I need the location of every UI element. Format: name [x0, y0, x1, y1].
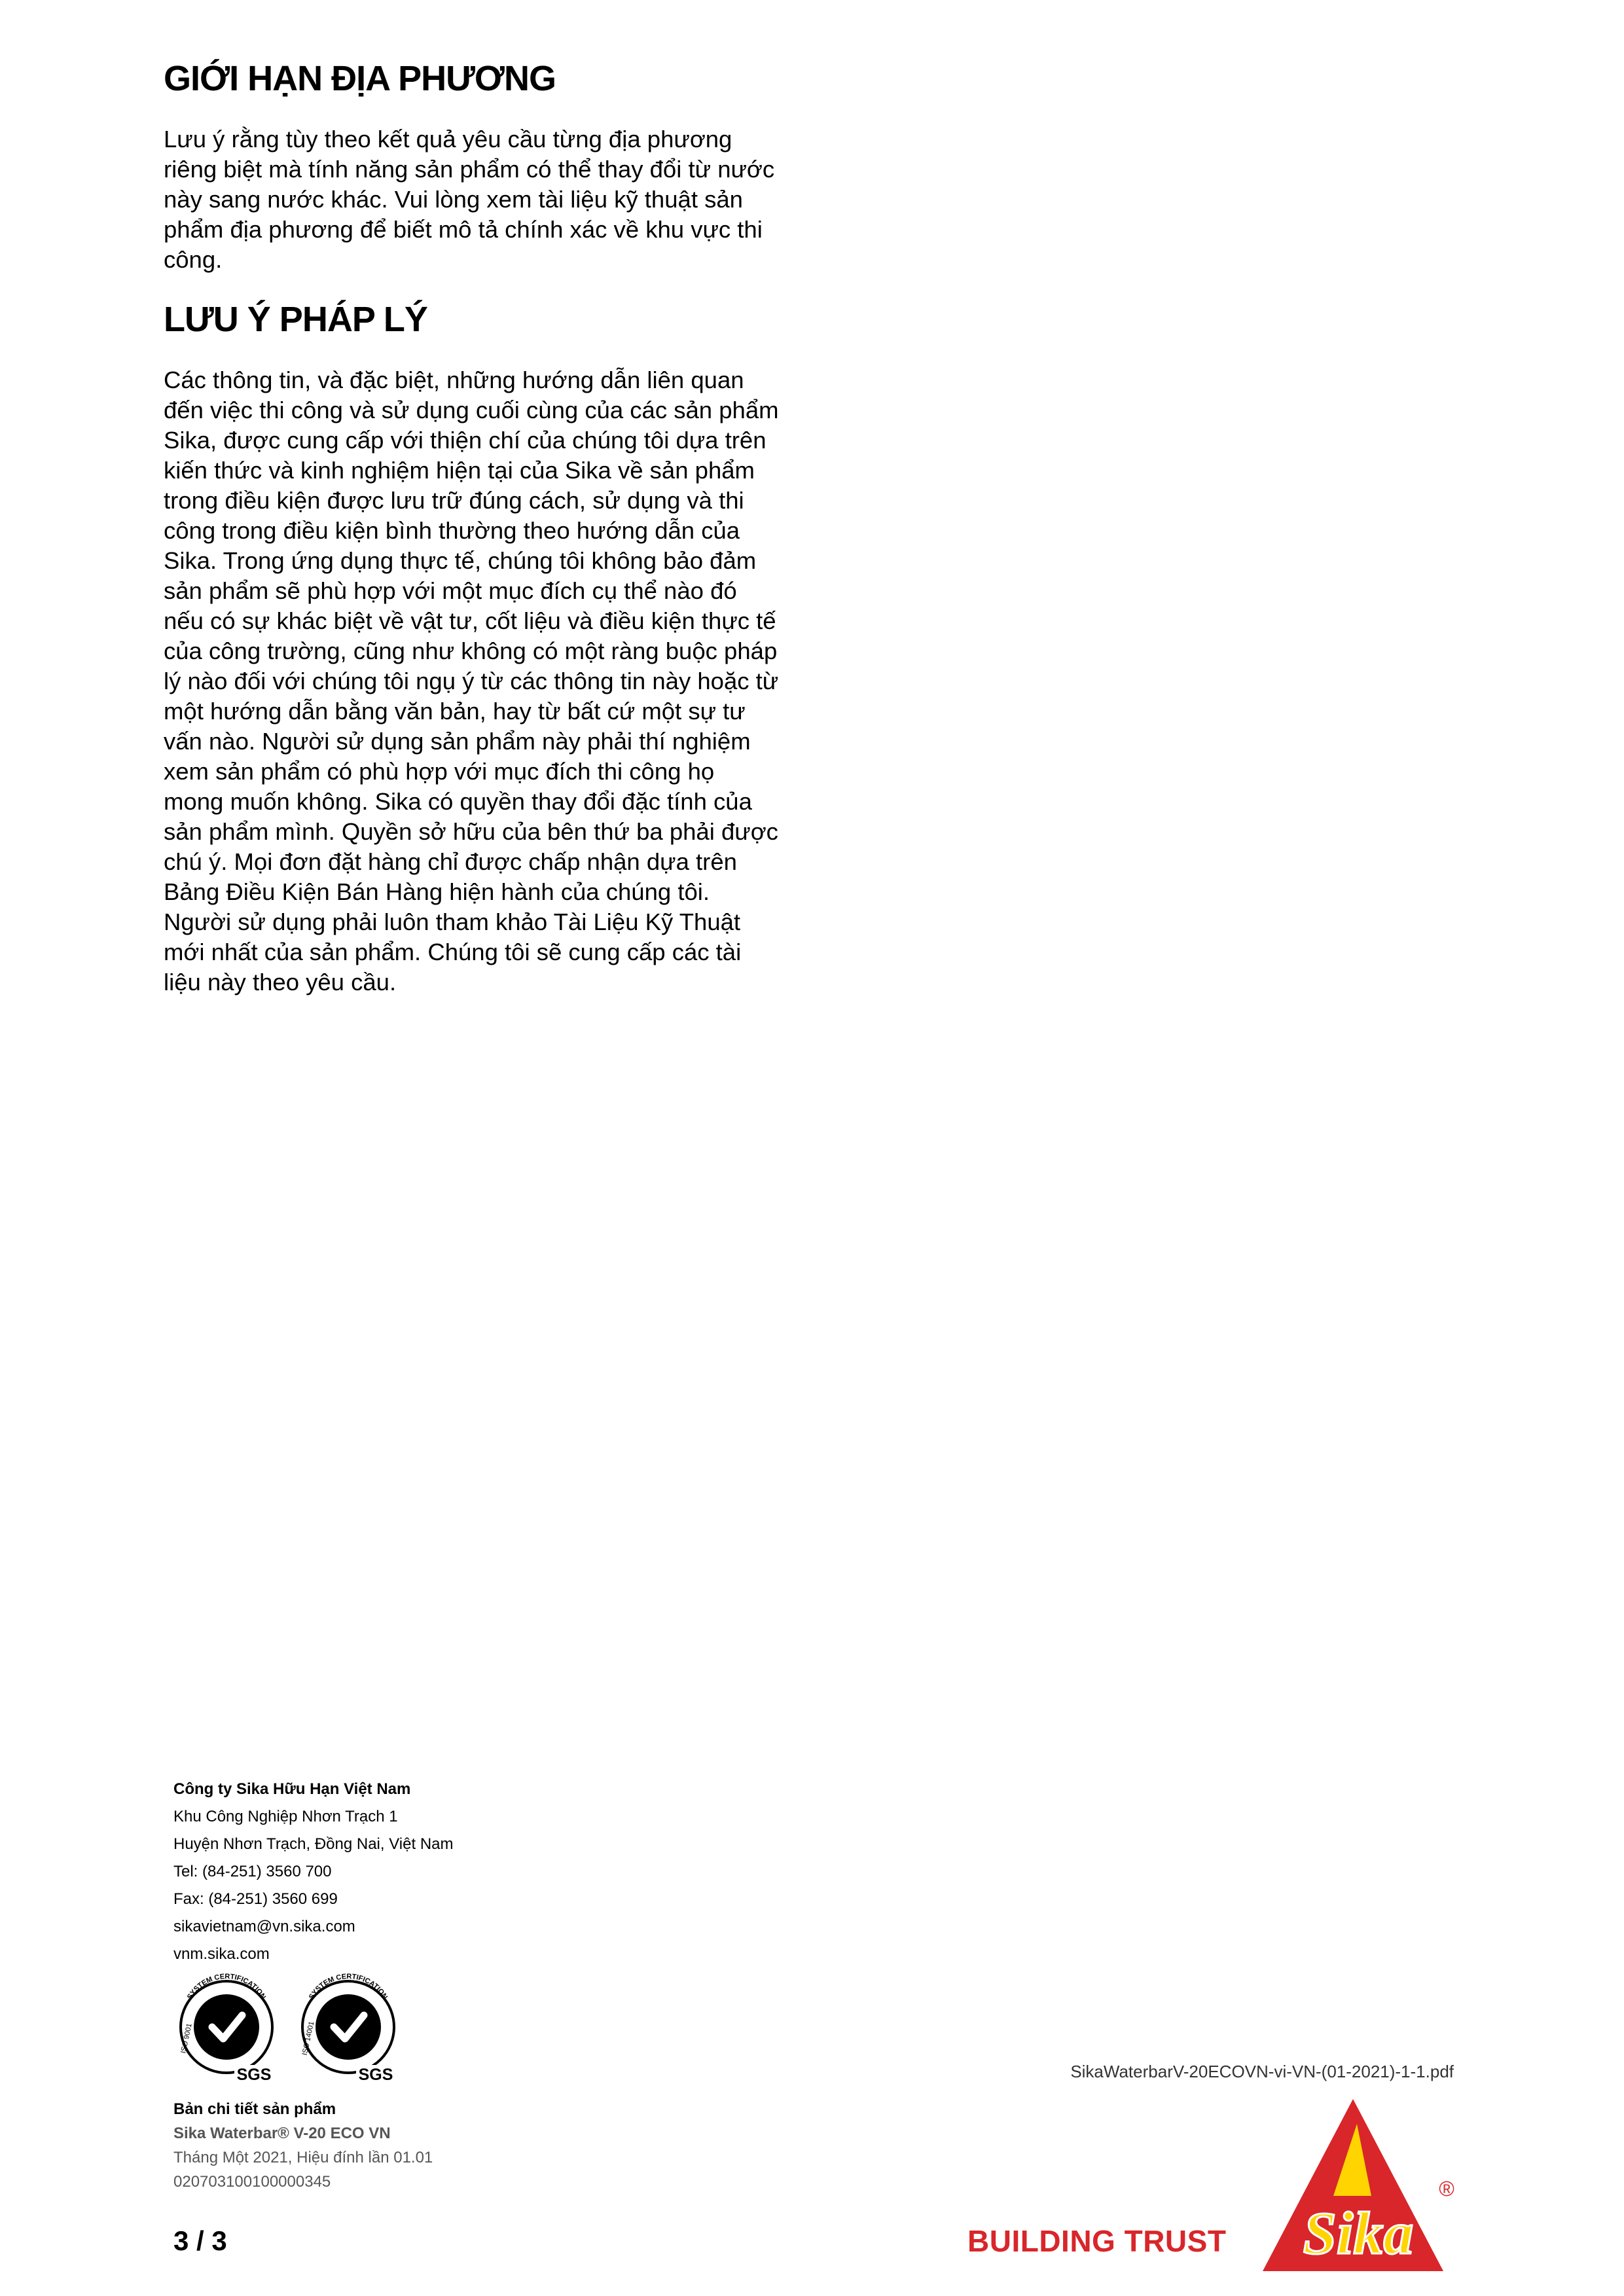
- building-trust-tagline: BUILDING TRUST: [967, 2224, 1227, 2258]
- paragraph-local-limits: Lưu ý rằng tùy theo kết quả yêu cầu từng địa phương riêng biệt mà tính năng sản phẩm có thể thay đổi từ nước này sang nước khác. Vui lòng xem tài liệu kỹ thuật sản phẩm địa phương để biết mô tả chính xác về khu vực thi công.: [164, 126, 775, 273]
- section-body-local-limits: [164, 124, 779, 275]
- registered-mark: ®: [1439, 2177, 1454, 2200]
- sgs-brand-text: SGS: [358, 2066, 393, 2084]
- company-address-line-1: Khu Công Nghiệp Nhơn Trạch 1: [173, 1808, 398, 1825]
- product-code: 020703100100000345: [173, 2173, 331, 2191]
- product-sheet-label: Bản chi tiết sản phẩm: [173, 2100, 336, 2118]
- company-info: [173, 1776, 454, 1968]
- product-name: Sika Waterbar® V-20 ECO VN: [173, 2125, 391, 2142]
- company-address-line-2: Huyện Nhơn Trạch, Đồng Nai, Việt Nam: [173, 1835, 454, 1853]
- sgs-brand-text: SGS: [236, 2066, 272, 2084]
- company-name: Công ty Sika Hữu Hạn Việt Nam: [173, 1780, 411, 1798]
- company-website-link[interactable]: vnm.sika.com: [173, 1945, 270, 1963]
- section-heading-local-limits: [164, 58, 779, 99]
- cert-top-text: SYSTEM CERTIFICATION: [185, 1973, 268, 2001]
- sika-logo-icon: [1260, 2098, 1456, 2274]
- product-revision: Tháng Một 2021, Hiệu đính lần 01.01: [173, 2149, 433, 2166]
- product-info: [173, 2097, 433, 2194]
- iso-14001-certification-badge: [293, 1973, 403, 2085]
- iso-9001-certification-badge: [171, 1973, 281, 2085]
- section-body-legal-notice: [164, 365, 779, 997]
- cert-side-text: ISO 9001: [179, 2022, 194, 2054]
- heading-text: GIỚI HẠN ĐỊA PHƯƠNG: [164, 59, 556, 98]
- company-email-link[interactable]: sikavietnam@vn.sika.com: [173, 1918, 355, 1935]
- sika-logo-wordmark: Sika: [1303, 2200, 1414, 2267]
- page-number: 3 / 3: [173, 2225, 227, 2256]
- cert-side-text: ISO 14001: [300, 2020, 316, 2056]
- paragraph-legal-notice: Các thông tin, và đặc biệt, những hướng dẫn liên quan đến việc thi công và sử dụng cuối cùng của các sản phẩm Sika, được cung cấp với thiện chí của chúng tôi dựa trên kiến thức và kinh nghiệm hiện tại của Sika về sản phẩm trong điều kiện được lưu trữ đúng cách, sử dụng và thi công trong điều kiện bình thường theo hướng dẫn của Sika. Trong ứng dụng thực tế, chúng tôi không bảo đảm sản phẩm sẽ phù hợp với một mục đích cụ thể nào đó nếu có sự khác biệt về vật tư, cốt liệu và điều kiện thực tế của công trường, cũng như không có một ràng buộc pháp lý nào đối với chúng tôi ngụ ý từ các thông tin này hoặc từ một hướng dẫn bằng văn bản, hay từ bất cứ một sự tư vấn nào. Người sử dụng sản phẩm này phải thí nghiệm xem sản phẩm có phù hợp với mục đích thi công họ mong muốn không. Sika có quyền thay đổi đặc tính của sản phẩm mình. Quyền sở hữu của bên thứ ba phải được chú ý. Mọi đơn đặt hàng chỉ được chấp nhận dựa trên Bảng Điều Kiện Bán Hàng hiện hành của chúng tôi. Người sử dụng phải luôn tham khảo Tài Liệu Kỹ Thuật mới nhất của sản phẩm. Chúng tôi sẽ cung cấp các tài liệu này theo yêu cầu.: [164, 367, 779, 996]
- cert-top-text: SYSTEM CERTIFICATION: [307, 1973, 389, 2001]
- company-tel: Tel: (84-251) 3560 700: [173, 1863, 332, 1880]
- section-heading-legal-notice: [164, 298, 779, 340]
- heading-text: LƯU Ý PHÁP LÝ: [164, 300, 427, 339]
- company-fax: Fax: (84-251) 3560 699: [173, 1890, 338, 1908]
- document-filename: SikaWaterbarV-20ECOVN-vi-VN-(01-2021)-1-1.pdf: [1070, 2062, 1454, 2081]
